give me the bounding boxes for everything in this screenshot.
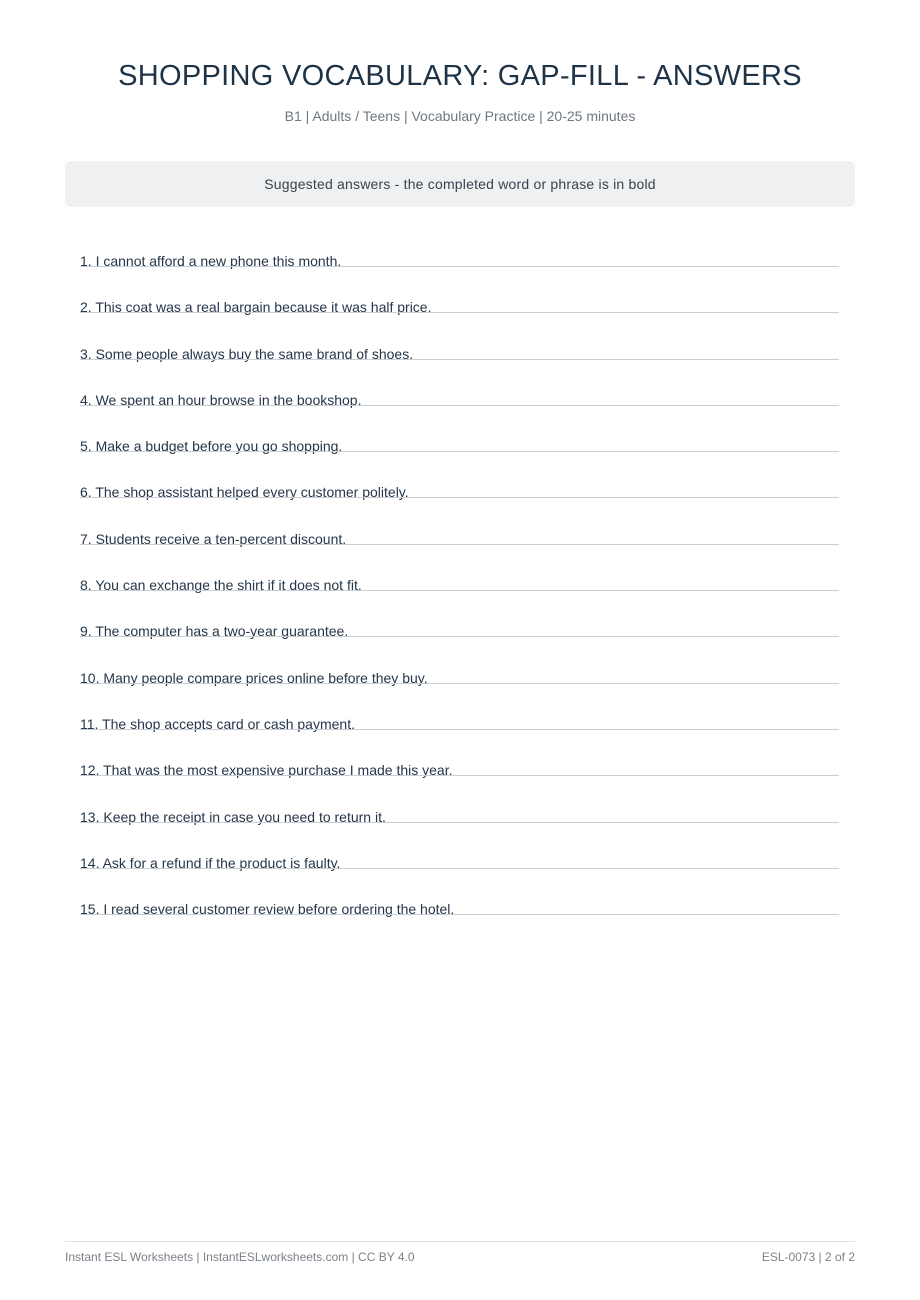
answer-line <box>80 683 839 684</box>
answer-row <box>80 608 839 654</box>
answer-text: 9. The computer has a two-year guarantee. <box>80 623 349 640</box>
answer-text: 11. The shop accepts card or cash payment. <box>80 715 355 732</box>
answer-text: 6. The shop assistant helped every customer politely. <box>80 484 409 501</box>
answer-row <box>80 377 839 423</box>
answer-text: 12. That was the most expensive purchase I made this year. <box>80 762 453 779</box>
answer-text: 15. I read several customer review before ordering the hotel. <box>80 901 455 918</box>
page-title: SHOPPING VOCABULARY: GAP-FILL - ANSWERS <box>118 60 802 92</box>
answer-text: 7. Students receive a ten-percent discount. <box>80 530 347 547</box>
answer-text: 2. This coat was a real bargain because it was half price. <box>80 299 432 316</box>
answer-text: 8. You can exchange the shirt if it does not fit. <box>80 577 362 594</box>
answer-text: 5. Make a budget before you go shopping. <box>80 438 343 455</box>
answer-list <box>80 238 839 932</box>
answer-line <box>80 497 839 498</box>
answer-line <box>80 266 839 267</box>
answer-row <box>80 284 839 330</box>
answer-text: 1. I cannot afford a new phone this month. <box>80 253 342 269</box>
answer-text: 14. Ask for a refund if the product is faulty. <box>80 854 341 871</box>
answer-row <box>80 516 839 562</box>
answer-row <box>80 655 839 701</box>
answer-line <box>80 544 839 545</box>
answer-text: 13. Keep the receipt in case you need to return it. <box>80 808 386 825</box>
answer-line <box>80 359 839 360</box>
answer-text: 3. Some people always buy the same brand of shoes. <box>80 345 414 362</box>
answer-row <box>80 794 839 840</box>
answer-line <box>80 405 839 406</box>
answer-row <box>80 886 839 932</box>
answer-line <box>80 775 839 776</box>
instructions-banner <box>65 161 855 207</box>
instructions-text: Suggested answers - the completed word or phrase is in bold <box>264 176 656 192</box>
answer-line <box>80 451 839 452</box>
footer-credits: Instant ESL Worksheets | InstantESLworksheets.com | CC BY 4.0 <box>65 1250 415 1264</box>
answer-row <box>80 331 839 377</box>
answer-row <box>80 562 839 608</box>
answer-row <box>80 701 839 747</box>
answer-line <box>80 822 839 823</box>
answer-row <box>80 747 839 793</box>
answer-line <box>80 312 839 313</box>
answer-line <box>80 914 839 915</box>
answer-text: 4. We spent an hour browse in the bookshop. <box>80 391 362 408</box>
answer-row <box>80 840 839 886</box>
answer-text: 10. Many people compare prices online before they buy. <box>80 669 428 686</box>
footer-page-number: ESL-0073 | 2 of 2 <box>761 1250 855 1264</box>
answer-line <box>80 636 839 637</box>
answer-row <box>80 469 839 515</box>
answer-row <box>80 238 839 284</box>
answer-row <box>80 423 839 469</box>
page-subtitle: B1 | Adults / Teens | Vocabulary Practice | 20-25 minutes <box>284 108 636 124</box>
answer-line <box>80 590 839 591</box>
answer-line <box>80 868 839 869</box>
footer-divider <box>65 1241 855 1242</box>
answer-line <box>80 729 839 730</box>
